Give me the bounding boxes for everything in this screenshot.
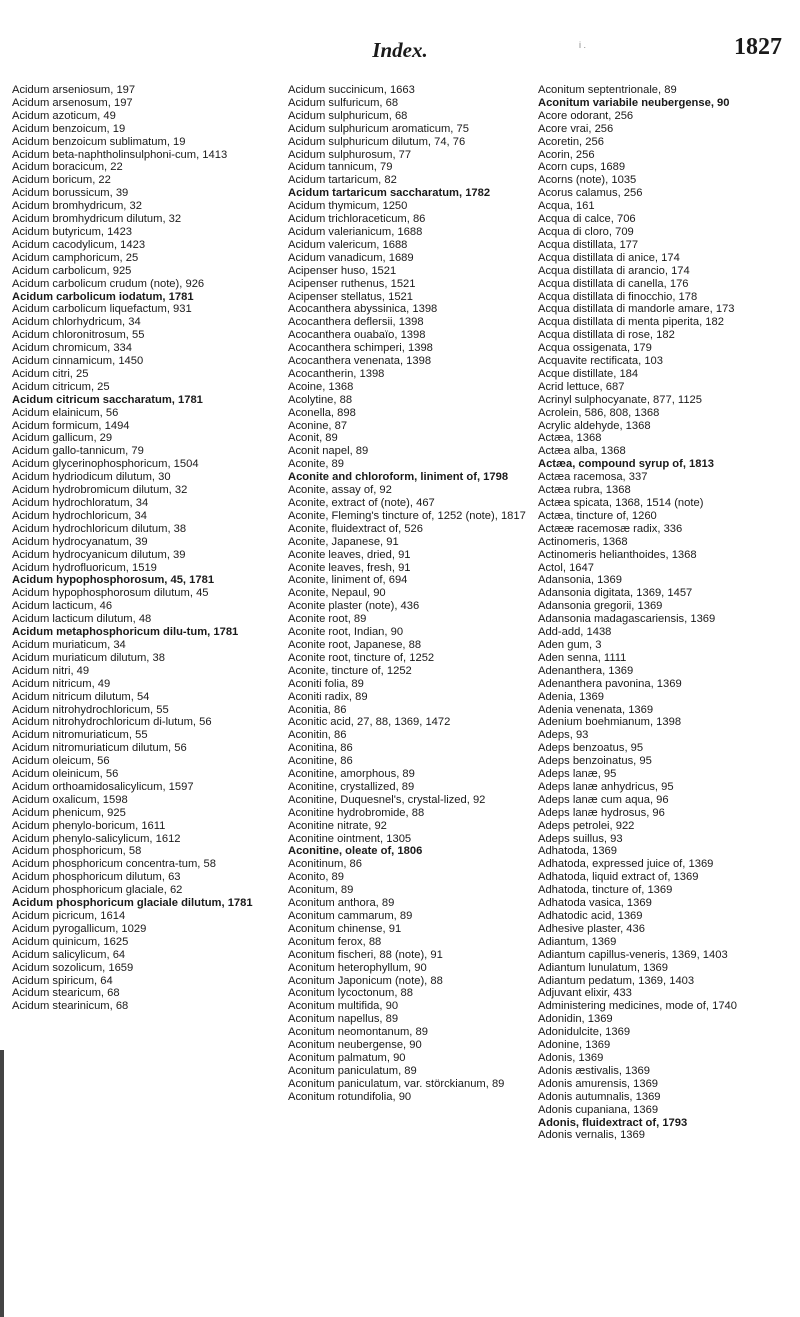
index-entry: Aconit napel, 89 [288, 445, 369, 458]
index-entry: Aconitum ferox, 88 [288, 935, 382, 948]
index-entry: Actæa, compound syrup of, 1813 [538, 458, 714, 471]
index-entry: Aconitia, 86 [288, 703, 347, 716]
index-entry: Acidum pyrogallicum, 1029 [12, 922, 147, 935]
index-entry: Aconite leaves, dried, 91 [288, 548, 411, 561]
index-entry: Acqua distillata, 177 [538, 238, 639, 251]
index-entry: Acqua ossigenata, 179 [538, 342, 652, 355]
index-entry: Acidum oleicum, 56 [12, 755, 110, 768]
index-entry: Acqua distillata di menta piperita, 182 [538, 316, 724, 329]
index-entry: Acidum hydrochloricum dilutum, 38 [12, 522, 187, 535]
index-entry: Acolytine, 88 [288, 393, 353, 406]
index-entry: Actæa alba, 1368 [538, 445, 626, 458]
index-entry: Acidum benzoicum sublimatum, 19 [12, 135, 186, 148]
index-entry: Acidum phosphoricum glaciale, 62 [12, 884, 183, 897]
index-entry: Aconite and chloroform, liniment of, 1798 [288, 471, 509, 484]
index-entry: Acidum hydrocyanatum, 39 [12, 535, 148, 548]
index-entry: Adiantum pedatum, 1369, 1403 [538, 974, 695, 987]
index-entry: Adonis, 1369 [538, 1051, 604, 1064]
index-column-2 [288, 84, 538, 1104]
index-entry: Acidum gallicum, 29 [12, 432, 113, 445]
index-entry: Aconite, fluidextract of, 526 [288, 522, 423, 535]
index-entry: Acidum sulphuricum dilutum, 74, 76 [288, 135, 466, 148]
binding-edge [0, 1050, 4, 1317]
index-entry: Acidum succinicum, 1663 [288, 84, 415, 96]
index-entry: Acidum chloronitrosum, 55 [12, 329, 145, 342]
index-entry: Adiantum, 1369 [538, 935, 617, 948]
index-entry: Acidum hypophosphorosum dilutum, 45 [12, 587, 209, 600]
index-entry: Acidum phosphoricum glaciale dilutum, 1781 [12, 897, 253, 910]
index-entry: Aconitine, Duquesnel's, crystal-lized, 92 [288, 793, 486, 806]
index-entry: Acrinyl sulphocyanate, 877, 1125 [538, 393, 702, 406]
index-entry: Aconite, Japanese, 91 [288, 535, 399, 548]
index-entry: Acidum valerianicum, 1688 [288, 225, 423, 238]
index-entry: Acidum nitromuriaticum, 55 [12, 729, 148, 742]
index-entry: Acocanthera deflersii, 1398 [288, 316, 424, 329]
index-entry: Acorus calamus, 256 [538, 187, 643, 200]
index-entry: Acidum carbolicum crudum (note), 926 [12, 277, 205, 290]
index-entry: Acidum bromhydricum dilutum, 32 [12, 213, 182, 226]
index-entry: Acocanthera schimperi, 1398 [288, 342, 433, 355]
index-entry: Aconitum paniculatum, var. störckianum, 89 [288, 1077, 505, 1090]
index-column-3 [538, 84, 788, 1142]
index-entry: Aconitum septentrionale, 89 [538, 84, 677, 96]
page-number: 1827 [734, 34, 782, 60]
index-entry: Acidum tartaricum, 82 [288, 174, 397, 187]
index-entry: Aconitine, oleate of, 1806 [288, 845, 423, 858]
index-entry: Aconitum palmatum, 90 [288, 1051, 406, 1064]
index-entry: Aconite plaster (note), 436 [288, 600, 420, 613]
index-entry: Acidum stearinicum, 68 [12, 1000, 129, 1013]
index-entry: Aconite, assay of, 92 [288, 484, 392, 497]
index-entry: Acidum hydrobromicum dilutum, 32 [12, 484, 188, 497]
index-entry: Adenia, 1369 [538, 690, 604, 703]
index-entry: Aconitum Japonicum (note), 88 [288, 974, 443, 987]
index-entry: Aconitum neomontanum, 89 [288, 1026, 428, 1039]
index-entry: Aconitine hydrobromide, 88 [288, 806, 425, 819]
index-entry: Aconite, Nepaul, 90 [288, 587, 386, 600]
index-entry: Adonis vernalis, 1369 [538, 1129, 645, 1142]
index-entry: Aconitum paniculatum, 89 [288, 1064, 417, 1077]
index-entry: Adenanthera pavonina, 1369 [538, 677, 682, 690]
index-entry: Adenanthera, 1369 [538, 664, 634, 677]
index-entry: Adiantum lunulatum, 1369 [538, 961, 668, 974]
index-entry: Acidum bromhydricum, 32 [12, 200, 142, 213]
index-entry: Acidum oleinicum, 56 [12, 768, 119, 781]
index-entry: Aconite root, tincture of, 1252 [288, 651, 435, 664]
index-entry: Acidum lacticum dilutum, 48 [12, 613, 152, 626]
index-column-1 [12, 84, 262, 1013]
index-entry: Actinomeris helianthoides, 1368 [538, 548, 697, 561]
index-entry: Acidum sulphurosum, 77 [288, 148, 412, 161]
index-entry: Acidum citricum saccharatum, 1781 [12, 393, 203, 406]
index-entry: Acidum benzoicum, 19 [12, 122, 126, 135]
index-entry: Adeps petrolei, 922 [538, 819, 635, 832]
index-entry: Acidum nitricum dilutum, 54 [12, 690, 150, 703]
index-entry: Acidum cacodylicum, 1423 [12, 238, 146, 251]
index-entry: Acidum formicum, 1494 [12, 419, 130, 432]
index-entry: Adhatoda vasica, 1369 [538, 897, 652, 910]
index-entry: Aconitum variabile neubergense, 90 [538, 96, 730, 109]
index-entry: Adeps lanæ cum aqua, 96 [538, 793, 669, 806]
index-entry: Aconite, extract of (note), 467 [288, 497, 435, 509]
page-mark: i . [579, 40, 587, 50]
index-entry: Acidum sulfuricum, 68 [288, 96, 399, 109]
index-entry: Acidum phenylo-salicylicum, 1612 [12, 832, 181, 845]
index-entry: Acidum trichloraceticum, 86 [288, 213, 426, 226]
index-entry: Aconitum anthora, 89 [288, 897, 395, 910]
index-entry: Acidum phenylo-boricum, 1611 [12, 819, 166, 832]
index-entry: Acocanthera venenata, 1398 [288, 355, 432, 368]
index-entry: Adansonia gregorii, 1369 [538, 600, 663, 613]
index-entry: Aconite leaves, fresh, 91 [288, 561, 411, 574]
index-entry: Adeps lanæ hydrosus, 96 [538, 806, 665, 819]
index-entry: Acidum chromicum, 334 [12, 342, 132, 355]
index-entry: Acidum phosphoricum, 58 [12, 845, 142, 858]
index-entry: Acidum sozolicum, 1659 [12, 961, 134, 974]
index-entry: Acore odorant, 256 [538, 109, 634, 122]
index-entry: Administering medicines, mode of, 1740 [538, 1000, 737, 1013]
index-entry: Acipenser ruthenus, 1521 [288, 277, 416, 290]
index-entry: Adansonia digitata, 1369, 1457 [538, 587, 693, 600]
index-entry: Aconite, tincture of, 1252 [288, 664, 412, 677]
index-entry: Acidum quinicum, 1625 [12, 935, 129, 948]
index-entry: Actæa, 1368 [538, 432, 602, 445]
index-entry: Acidum valericum, 1688 [288, 238, 408, 251]
index-entry: Acocanthera ouabaïo, 1398 [288, 329, 426, 342]
index-entry: Acorin, 256 [538, 148, 595, 161]
index-entry: Acoine, 1368 [288, 380, 354, 393]
index-entry: Aconitum heterophyllum, 90 [288, 961, 427, 974]
index-entry: Acidum phenicum, 925 [12, 806, 126, 819]
index-entry: Acidum glycerinophosphoricum, 1504 [12, 458, 199, 471]
index-entry: Acore vrai, 256 [538, 122, 614, 135]
index-entry: Acqua distillata di anice, 174 [538, 251, 680, 264]
index-entry: Acidum camphoricum, 25 [12, 251, 139, 264]
index-entry: Aconitinum, 86 [288, 858, 363, 871]
index-entry: Aconitum cammarum, 89 [288, 910, 413, 922]
index-entry: Aconitin, 86 [288, 729, 347, 742]
index-entry: Acidum cinnamicum, 1450 [12, 355, 144, 368]
index-entry: Acidum lacticum, 46 [12, 600, 113, 613]
index-entry: Acidum nitromuriaticum dilutum, 56 [12, 742, 187, 755]
index-entry: Acidum orthoamidosalicylicum, 1597 [12, 780, 194, 793]
index-entry: Adhatoda, expressed juice of, 1369 [538, 858, 714, 871]
index-entry: Acrylic aldehyde, 1368 [538, 419, 651, 432]
index-entry: Adeps lanæ anhydricus, 95 [538, 780, 674, 793]
index-entry: Adiantum capillus-veneris, 1369, 1403 [538, 948, 728, 961]
index-entry: Acidum hydrocyanicum dilutum, 39 [12, 548, 186, 561]
index-entry: Acidum hydrochloricum, 34 [12, 509, 147, 522]
index-entry: Acqua distillata di mandorle amare, 173 [538, 303, 735, 316]
index-entry: Acidum boracicum, 22 [12, 161, 123, 174]
index-entry: Acidum metaphosphoricum dilu-tum, 1781 [12, 626, 239, 639]
page-header [0, 34, 800, 64]
index-entry: Actinomeris, 1368 [538, 535, 628, 548]
index-entry: Acidum azoticum, 49 [12, 109, 116, 122]
index-entry: Acidum phosphoricum concentra-tum, 58 [12, 858, 216, 871]
index-entry: Acqua distillata di arancio, 174 [538, 264, 690, 277]
index-entry: Aconitum, 89 [288, 884, 354, 897]
index-entry: Aconite, Fleming's tincture of, 1252 (note), 1817 [288, 509, 526, 522]
index-entry: Adonis cupaniana, 1369 [538, 1103, 659, 1116]
index-entry: Acidum muriaticum dilutum, 38 [12, 651, 165, 664]
index-entry: Aden senna, 1111 [538, 651, 627, 664]
index-entry: Acidum beta-naphtholinsulphoni-cum, 1413 [12, 148, 228, 161]
index-entry: Acqua, 161 [538, 200, 595, 213]
index-entry: Adansonia, 1369 [538, 574, 622, 587]
index-entry: Actæa spicata, 1368, 1514 (note) [538, 497, 704, 509]
index-entry: Acidum sulphuricum aromaticum, 75 [288, 122, 469, 135]
index-entry: Adhatoda, 1369 [538, 845, 618, 858]
index-entry: Adenium boehmianum, 1398 [538, 716, 682, 729]
index-entry: Adeps lanæ, 95 [538, 768, 617, 781]
index-entry: Acidum thymicum, 1250 [288, 200, 408, 213]
index-entry: Actææ racemosæ radix, 336 [538, 522, 683, 535]
index-entry: Acque distillate, 184 [538, 367, 639, 380]
index-entry: Acidum boricum, 22 [12, 174, 111, 187]
index-entry: Adonidin, 1369 [538, 1013, 613, 1026]
index-entry: Acqua distillata di rose, 182 [538, 329, 675, 342]
index-entry: Acocanthera abyssinica, 1398 [288, 303, 438, 316]
index-entry: Acidum arsenosum, 197 [12, 96, 133, 109]
index-entry: Aconitum rotundifolia, 90 [288, 1090, 412, 1103]
index-entry: Acquavite rectificata, 103 [538, 355, 663, 368]
index-entry: Actol, 1647 [538, 561, 594, 574]
index-entry: Acidum carbolicum, 925 [12, 264, 132, 277]
index-entry: Acocantherin, 1398 [288, 367, 385, 380]
index-entry: Acidum tartaricum saccharatum, 1782 [288, 187, 491, 200]
index-entry: Aconitum multifida, 90 [288, 1000, 399, 1013]
index-entry: Acidum vanadicum, 1689 [288, 251, 414, 264]
index-entry: Aconitic acid, 27, 88, 1369, 1472 [288, 716, 451, 729]
index-entry: Aconite root, Indian, 90 [288, 626, 404, 639]
index-entry: Aconitina, 86 [288, 742, 353, 755]
index-entry: Actæa rubra, 1368 [538, 484, 631, 497]
index-entry: Aconitine nitrate, 92 [288, 819, 387, 832]
index-entry: Aconiti folia, 89 [288, 677, 364, 690]
index-entry: Adeps suillus, 93 [538, 832, 623, 845]
index-entry: Aconitum neubergense, 90 [288, 1039, 422, 1052]
index-entry: Acrolein, 586, 808, 1368 [538, 406, 660, 419]
index-entry: Acidum muriaticum, 34 [12, 638, 126, 651]
index-entry: Acrid lettuce, 687 [538, 380, 625, 393]
index-entry: Acidum nitrohydrochloricum di-lutum, 56 [12, 716, 212, 729]
index-entry: Acidum hydrochloratum, 34 [12, 497, 149, 509]
index-entry: Acidum nitri, 49 [12, 664, 90, 677]
index-entry: Acidum borussicum, 39 [12, 187, 129, 200]
index-entry: Adjuvant elixir, 433 [538, 987, 632, 1000]
index-entry: Aden gum, 3 [538, 638, 602, 651]
index-entry: Acidum hydriodicum dilutum, 30 [12, 471, 171, 484]
index-entry: Adansonia madagascariensis, 1369 [538, 613, 716, 626]
index-entry: Aconito, 89 [288, 871, 344, 884]
index-entry: Acipenser huso, 1521 [288, 264, 397, 277]
index-entry: Adeps benzoinatus, 95 [538, 755, 652, 768]
index-entry: Aconitine ointment, 1305 [288, 832, 412, 845]
index-entry: Acidum gallo-tannicum, 79 [12, 445, 144, 458]
index-entry: Acoretin, 256 [538, 135, 604, 148]
index-entry: Adenia venenata, 1369 [538, 703, 654, 716]
index-entry: Acidum arseniosum, 197 [12, 84, 136, 96]
index-entry: Aconitum lycoctonum, 88 [288, 987, 413, 1000]
index-entry: Aconitine, 86 [288, 755, 353, 768]
index-entry: Actæa, tincture of, 1260 [538, 509, 657, 522]
index-entry: Acidum tannicum, 79 [288, 161, 393, 174]
index-entry: Aconite, liniment of, 694 [288, 574, 408, 587]
index-entry: Aconite root, 89 [288, 613, 367, 626]
index-entry: Acidum sulphuricum, 68 [288, 109, 408, 122]
index-entry: Acidum spiricum, 64 [12, 974, 113, 987]
index-entry: Acidum nitricum, 49 [12, 677, 111, 690]
index-entry: Aconine, 87 [288, 419, 348, 432]
index-entry: Adonis amurensis, 1369 [538, 1077, 659, 1090]
index-entry: Acqua di cloro, 709 [538, 225, 634, 238]
index-entry: Adhatoda, liquid extract of, 1369 [538, 871, 699, 884]
index-entry: Adonis, fluidextract of, 1793 [538, 1116, 688, 1129]
index-entry: Acidum carbolicum iodatum, 1781 [12, 290, 194, 303]
index-entry: Acidum butyricum, 1423 [12, 225, 133, 238]
index-entry: Aconitine, crystallized, 89 [288, 780, 415, 793]
index-entry: Acidum oxalicum, 1598 [12, 793, 128, 806]
index-entry: Acipenser stellatus, 1521 [288, 290, 414, 303]
index-entry: Acidum stearicum, 68 [12, 987, 120, 1000]
index-entry: Add-add, 1438 [538, 626, 612, 639]
index-entry: Acidum citri, 25 [12, 367, 89, 380]
index-entry: Acidum nitrohydrochloricum, 55 [12, 703, 169, 716]
index-entry: Adeps benzoatus, 95 [538, 742, 644, 755]
index-entry: Aconit, 89 [288, 432, 338, 445]
index-entry: Acorn cups, 1689 [538, 161, 626, 174]
index-entry: Acidum phosphoricum dilutum, 63 [12, 871, 181, 884]
index-entry: Acqua di calce, 706 [538, 213, 636, 226]
index-entry: Aconitum chinense, 91 [288, 922, 402, 935]
index-entry: Adonidulcite, 1369 [538, 1026, 631, 1039]
index-entry: Acidum picricum, 1614 [12, 910, 126, 922]
index-entry: Aconite, 89 [288, 458, 344, 471]
index-entry: Acorns (note), 1035 [538, 174, 637, 187]
index-entry: Adhesive plaster, 436 [538, 922, 645, 935]
index-entry: Acidum hypophosphorosum, 45, 1781 [12, 574, 215, 587]
index-entry: Aconitum napellus, 89 [288, 1013, 399, 1026]
index-entry: Adonine, 1369 [538, 1039, 611, 1052]
index-entry: Adhatoda, tincture of, 1369 [538, 884, 673, 897]
index-entry: Acidum citricum, 25 [12, 380, 110, 393]
page-title: Index. [372, 38, 428, 62]
index-entry: Adonis æstivalis, 1369 [538, 1064, 650, 1077]
index-entry: Acqua distillata di canella, 176 [538, 277, 689, 290]
index-entry: Adeps, 93 [538, 729, 589, 742]
index-entry: Acidum salicylicum, 64 [12, 948, 126, 961]
index-entry: Acidum hydrofluoricum, 1519 [12, 561, 157, 574]
index-entry: Acidum carbolicum liquefactum, 931 [12, 303, 192, 316]
index-entry: Aconella, 898 [288, 406, 356, 419]
index-entry: Actæa racemosa, 337 [538, 471, 648, 484]
index-entry: Acqua distillata di finocchio, 178 [538, 290, 698, 303]
index-entry: Aconite root, Japanese, 88 [288, 638, 422, 651]
index-entry: Adonis autumnalis, 1369 [538, 1090, 661, 1103]
index-entry: Aconitine, amorphous, 89 [288, 768, 415, 781]
index-entry: Aconiti radix, 89 [288, 690, 368, 703]
index-entry: Acidum chlorhydricum, 34 [12, 316, 141, 329]
index-entry: Acidum elainicum, 56 [12, 406, 119, 419]
index-entry: Aconitum fischeri, 88 (note), 91 [288, 948, 443, 961]
index-entry: Adhatodic acid, 1369 [538, 910, 643, 922]
